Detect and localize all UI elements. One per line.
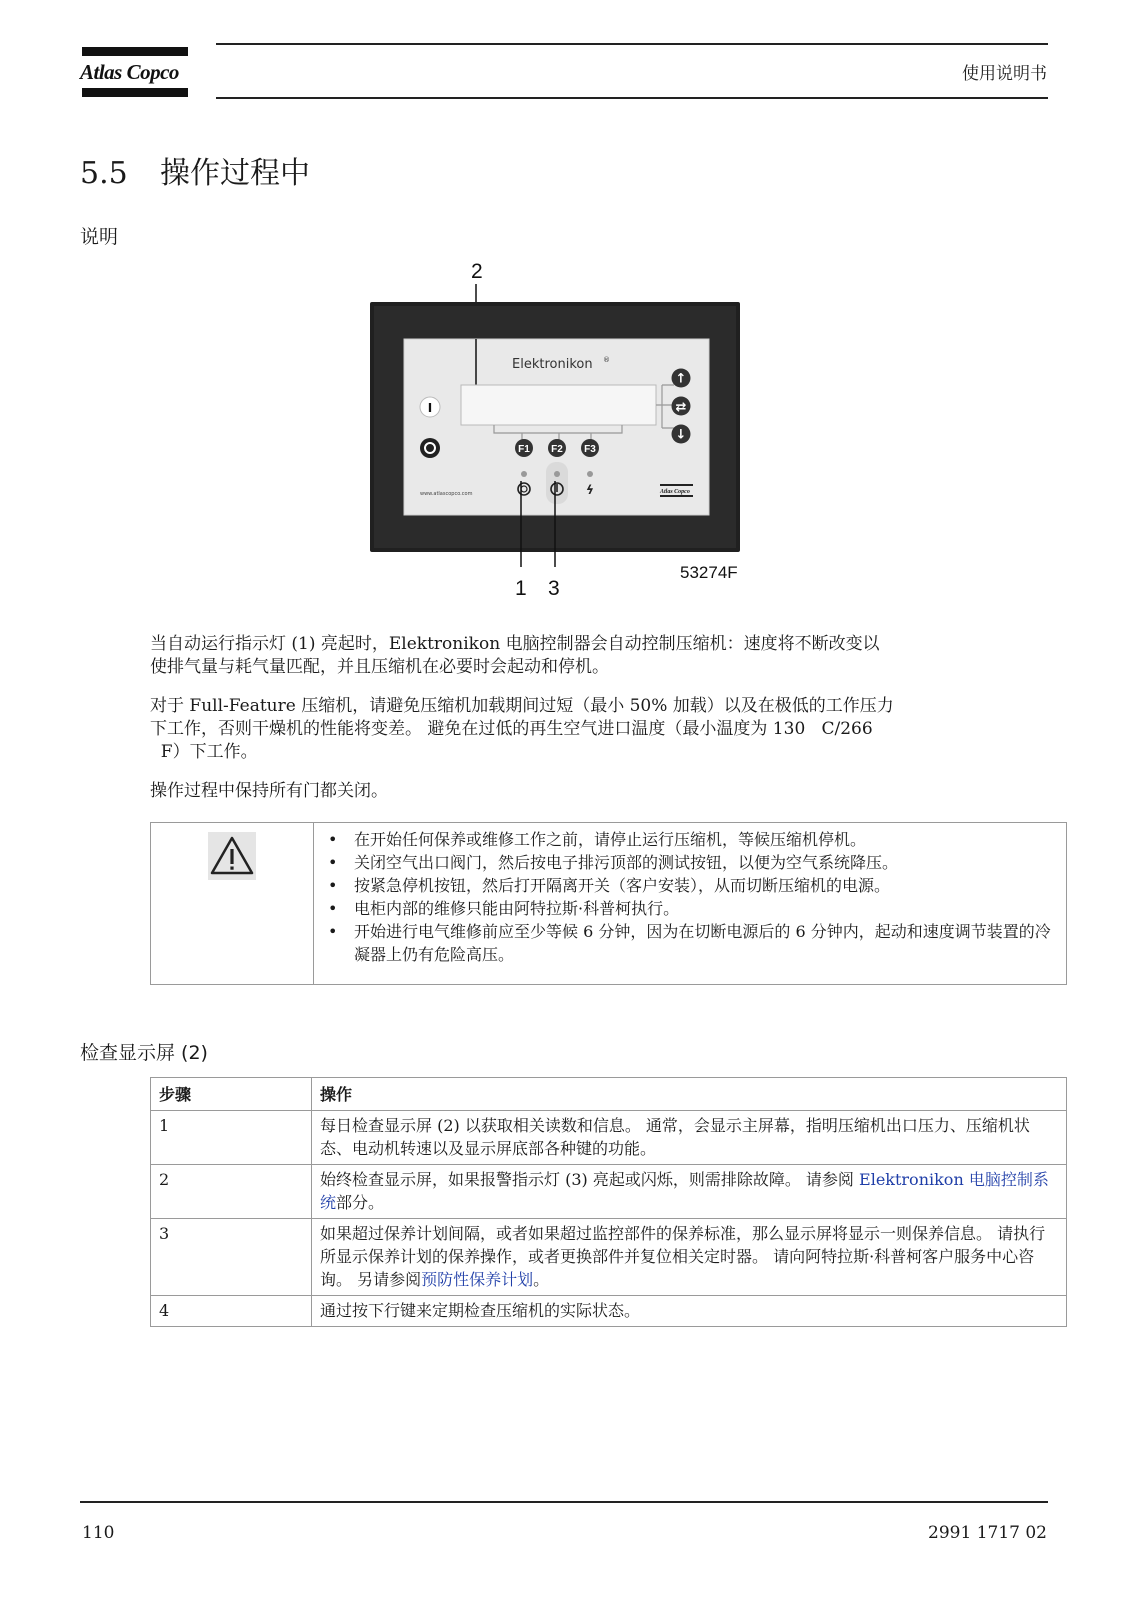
col-step-header: 步骤 bbox=[151, 1078, 312, 1111]
page-number: 110 bbox=[82, 1523, 115, 1543]
p1-line1: 当自动运行指示灯 (1) 亮起时，Elektronikon 电脑控制器会自动控制压缩机：速度将不断改变以 bbox=[150, 634, 880, 654]
voltage-on-led-over bbox=[554, 471, 560, 477]
description-heading: 说明 bbox=[80, 226, 119, 248]
warning-text-cell bbox=[314, 823, 1067, 985]
panel-logo-bar-top bbox=[660, 484, 693, 486]
tab-key-icon: ⇄ bbox=[675, 400, 687, 415]
callout-3: 3 bbox=[548, 577, 560, 600]
f1-key-label: F1 bbox=[518, 444, 530, 455]
figure-code: 53274F bbox=[680, 563, 738, 582]
warning-item: • 在开始任何保养或维修工作之前，请停止运行压缩机，等候压缩机停机。 bbox=[314, 828, 1058, 851]
control-panel-figure bbox=[360, 255, 780, 610]
warning-icon bbox=[207, 831, 257, 881]
intro-paragraph-1 bbox=[150, 633, 1050, 679]
header-rule-bottom bbox=[216, 97, 1048, 99]
steps-table bbox=[150, 1077, 1067, 1327]
warning-item: • 按紧急停机按钮，然后打开隔离开关（客户安装），从而切断压缩机的电源。 bbox=[314, 874, 1058, 897]
step-action-text: 如果超过保养计划间隔，或者如果超过监控部件的保养标准，那么显示屏将显示一则保养信息。 请执行所显示保养计划的保养操作，或者更换部件并复位相关定时器。 请向阿特拉斯·科普柯客户服务中心咨询。 另请参阅 bbox=[320, 1224, 1046, 1289]
step-number: 1 bbox=[151, 1111, 312, 1165]
table-row bbox=[151, 1219, 1067, 1296]
logo-bar-bottom bbox=[82, 88, 188, 97]
down-arrow-icon: ↓ bbox=[675, 427, 687, 443]
warning-box bbox=[150, 822, 1067, 985]
panel-display bbox=[461, 385, 656, 425]
stop-key bbox=[420, 438, 440, 458]
footer-rule bbox=[80, 1501, 1048, 1503]
brand-logo: Atlas Copco bbox=[80, 60, 179, 84]
step-action bbox=[312, 1165, 1067, 1219]
check-display-heading: 检查显示屏 (2) bbox=[80, 1042, 208, 1064]
table-row bbox=[151, 1296, 1067, 1327]
warning-item: • 开始进行电气维修前应至少等候 6 分钟，因为在切断电源后的 6 分钟内，起动和速度调节装置的冷凝器上仍有危险高压。 bbox=[314, 920, 1058, 966]
step-number: 4 bbox=[151, 1296, 312, 1327]
up-arrow-icon: ↑ bbox=[675, 371, 687, 387]
steps-table-header bbox=[151, 1078, 1067, 1111]
elektronikon-control-link[interactable]: Elektronikon 电脑控制系统 bbox=[320, 1170, 1049, 1212]
header-title: 使用说明书 bbox=[962, 64, 1047, 84]
p2-line1: 对于 Full-Feature 压缩机，请避免压缩机加载期间过短（最小 50% 加载）以及在极低的工作压力 bbox=[150, 696, 894, 716]
panel-brand-label: Elektronikon bbox=[512, 357, 593, 372]
section-number: 5.5 bbox=[80, 156, 128, 191]
warning-item: • 电柜内部的维修只能由阿特拉斯·科普柯执行。 bbox=[314, 897, 1058, 920]
table-row bbox=[151, 1111, 1067, 1165]
document-number: 2991 1717 02 bbox=[928, 1523, 1047, 1543]
section-title-text: 操作过程中 bbox=[160, 156, 310, 191]
step-action: 通过按下行键来定期检查压缩机的实际状态。 bbox=[312, 1296, 1067, 1327]
step-action-tail: 部分。 bbox=[336, 1193, 385, 1212]
warning-icon-cell bbox=[151, 823, 314, 985]
section-title bbox=[80, 148, 310, 192]
f3-key-label: F3 bbox=[584, 444, 596, 455]
step-action: 每日检查显示屏 (2) 以获取相关读数和信息。 通常，会显示主屏幕，指明压缩机出口压力、压缩机状态、电动机转速以及显示屏底部各种键的功能。 bbox=[312, 1111, 1067, 1165]
p3-text: 操作过程中保持所有门都关闭。 bbox=[150, 781, 388, 801]
panel-website: www.atlascopco.com bbox=[420, 491, 473, 497]
panel-logo-bar-bottom bbox=[660, 495, 693, 497]
step-action-text: 始终检查显示屏，如果报警指示灯 (3) 亮起或闪烁，则需排除故障。 请参阅 bbox=[320, 1170, 860, 1189]
step-number: 2 bbox=[151, 1165, 312, 1219]
callout-1: 1 bbox=[515, 577, 527, 600]
f2-key-label: F2 bbox=[551, 444, 563, 455]
step-action bbox=[312, 1219, 1067, 1296]
panel-logo: Atlas Copco bbox=[660, 489, 690, 495]
warning-list bbox=[314, 828, 1058, 966]
callout-2: 2 bbox=[471, 260, 483, 283]
p1-line2: 使排气量与耗气量匹配，并且压缩机在必要时会起动和停机。 bbox=[150, 657, 609, 677]
step-action-tail: 。 bbox=[533, 1270, 550, 1289]
step-number: 3 bbox=[151, 1219, 312, 1296]
col-action-header: 操作 bbox=[312, 1078, 1067, 1111]
intro-paragraph-2 bbox=[150, 695, 1050, 764]
table-row bbox=[151, 1165, 1067, 1219]
alarm-icon: ϟ bbox=[586, 483, 594, 497]
warning-item: • 关闭空气出口阀门，然后按电子排污顶部的测试按钮，以便为空气系统降压。 bbox=[314, 851, 1058, 874]
preventive-maintenance-link[interactable]: 预防性保养计划 bbox=[421, 1270, 534, 1289]
start-key-label: I bbox=[427, 401, 433, 415]
intro-paragraph-3 bbox=[150, 780, 1050, 803]
logo-bar-top bbox=[82, 47, 188, 56]
p2-line2: 下工作，否则干燥机的性能将变差。 避免在过低的再生空气进口温度（最小温度为 130 C/266 bbox=[150, 719, 873, 739]
auto-run-led bbox=[521, 471, 527, 477]
p2-line3: F）下工作。 bbox=[150, 742, 258, 762]
header-rule-top bbox=[216, 43, 1048, 45]
alarm-led bbox=[587, 471, 593, 477]
panel-brand-mark: ® bbox=[603, 356, 610, 364]
